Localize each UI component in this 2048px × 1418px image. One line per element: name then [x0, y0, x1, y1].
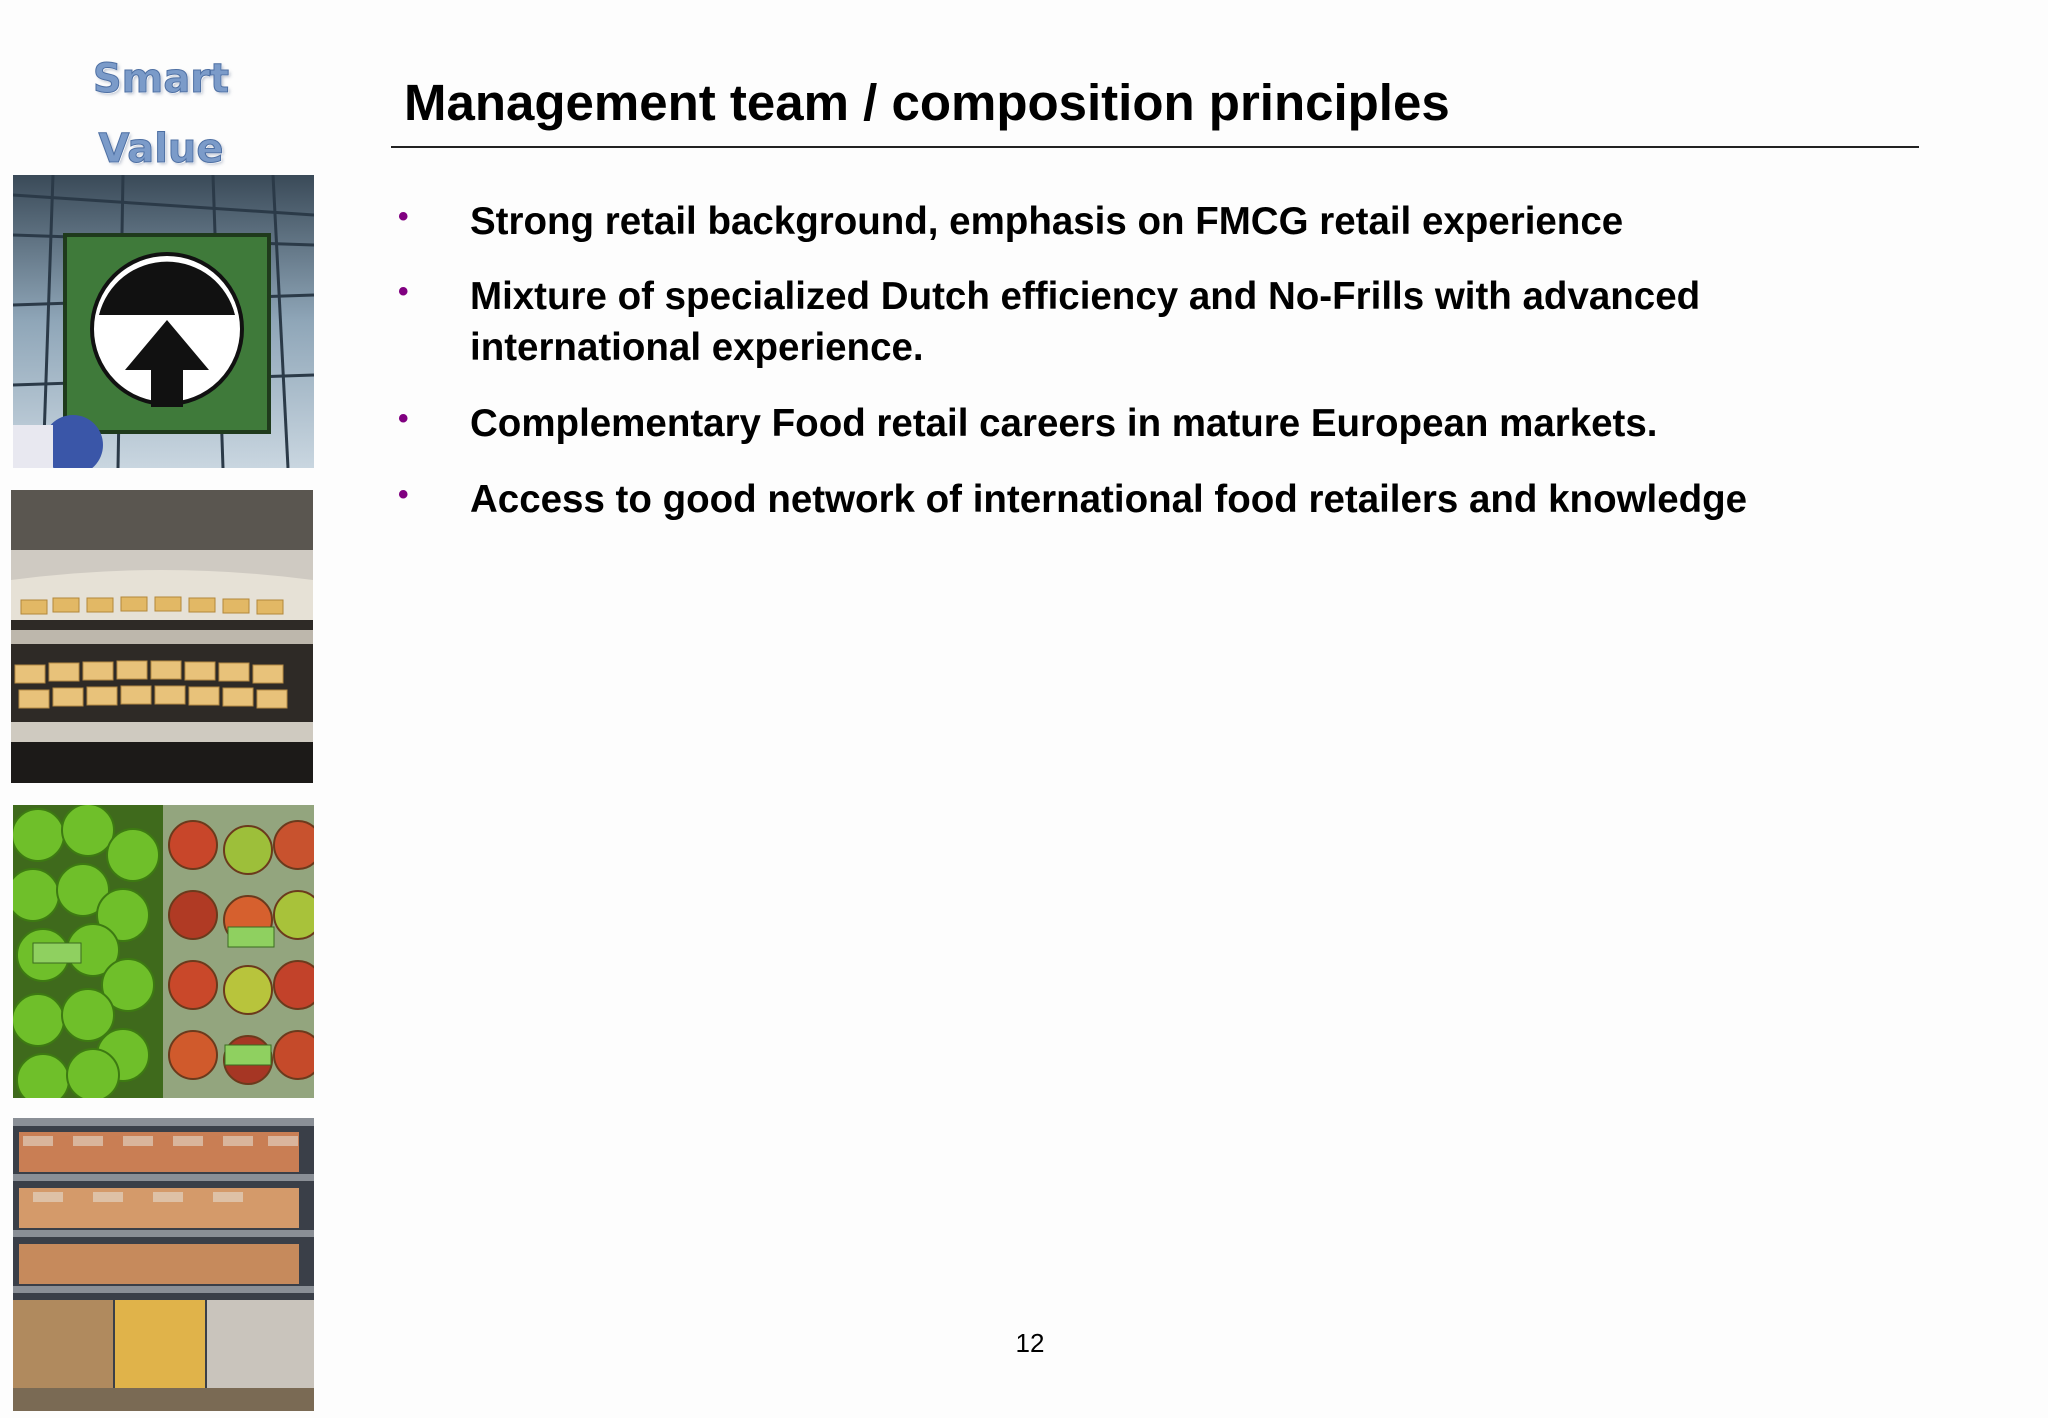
bullet-icon: •: [398, 478, 409, 511]
page-number: 12: [1015, 1328, 1045, 1358]
bullet-item: [398, 196, 1898, 247]
slide-title: Management team / composition principles: [404, 74, 1450, 131]
bullet-item: [398, 398, 1898, 449]
bullet-icon: •: [398, 402, 409, 435]
bullet-text: Mixture of specialized Dutch efficiency and No-Frills with advanced international experience.: [470, 275, 1701, 369]
bullet-list: [398, 196, 1898, 550]
green-apples-photo: [13, 805, 314, 1098]
title-divider: [391, 146, 1919, 148]
logo-line-1: Smart: [92, 56, 230, 102]
bullet-text: Complementary Food retail careers in mature European markets.: [470, 402, 1658, 445]
bullet-text: Strong retail background, emphasis on FMCG retail experience: [470, 200, 1624, 243]
smart-value-logo: [78, 44, 244, 184]
packaged-food-shelves-photo: [13, 1118, 314, 1411]
bakery-display-counter-photo: [11, 490, 313, 783]
bullet-text: Access to good network of international food retailers and knowledge: [470, 478, 1748, 521]
bullet-icon: •: [398, 200, 409, 233]
logo-line-2: Value: [98, 126, 224, 172]
store-direction-sign-photo: [13, 175, 314, 468]
bullet-item: [398, 474, 1898, 525]
bullet-item: [398, 271, 1898, 373]
bullet-icon: •: [398, 275, 409, 308]
